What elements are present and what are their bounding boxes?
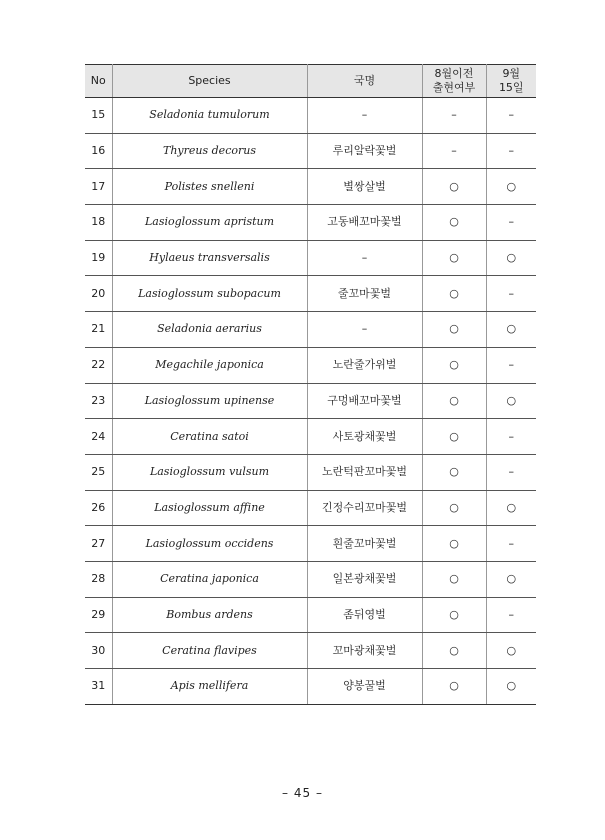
cell-species: Ceratina flavipes <box>112 633 307 669</box>
cell-korean-name: 꼬마광채꽃벌 <box>307 633 422 669</box>
cell-korean-name: – <box>307 312 422 348</box>
cell-september-15: ○ <box>486 169 536 205</box>
table-row <box>85 169 536 205</box>
cell-september-15: ○ <box>486 240 536 276</box>
cell-no: 24 <box>85 419 112 455</box>
cell-korean-name: 줄꼬마꽃벌 <box>307 276 422 312</box>
table-row <box>85 347 536 383</box>
cell-korean-name: 양봉꿀벌 <box>307 669 422 705</box>
cell-species: Lasioglossum upinense <box>112 383 307 419</box>
cell-before-august: ○ <box>422 561 486 597</box>
header-before-august-line1: 8월이전 <box>434 67 474 80</box>
cell-no: 19 <box>85 240 112 276</box>
cell-before-august: ○ <box>422 276 486 312</box>
cell-korean-name: 일본광채꽃벌 <box>307 561 422 597</box>
table-body <box>85 98 536 705</box>
cell-before-august: – <box>422 133 486 169</box>
header-row <box>85 65 536 98</box>
table-row <box>85 419 536 455</box>
cell-before-august: ○ <box>422 526 486 562</box>
cell-species: Apis mellifera <box>112 669 307 705</box>
cell-no: 18 <box>85 205 112 241</box>
header-september-15 <box>486 65 536 98</box>
cell-before-august: ○ <box>422 633 486 669</box>
cell-no: 28 <box>85 561 112 597</box>
cell-before-august: ○ <box>422 169 486 205</box>
table-row <box>85 490 536 526</box>
cell-september-15: – <box>486 347 536 383</box>
cell-korean-name: 좀뒤영벌 <box>307 597 422 633</box>
page-number: – 45 – <box>282 786 323 800</box>
table-row <box>85 133 536 169</box>
table-row <box>85 561 536 597</box>
cell-species: Seladonia aerarius <box>112 312 307 348</box>
cell-no: 27 <box>85 526 112 562</box>
table-row <box>85 597 536 633</box>
cell-species: Ceratina japonica <box>112 561 307 597</box>
cell-no: 22 <box>85 347 112 383</box>
cell-september-15: ○ <box>486 383 536 419</box>
cell-no: 29 <box>85 597 112 633</box>
table-row <box>85 669 536 705</box>
cell-korean-name: 루리알락꽃벌 <box>307 133 422 169</box>
cell-before-august: ○ <box>422 312 486 348</box>
cell-before-august: ○ <box>422 205 486 241</box>
table-row <box>85 383 536 419</box>
cell-no: 25 <box>85 454 112 490</box>
cell-korean-name: 긴정수리꼬마꽃벌 <box>307 490 422 526</box>
header-no: No <box>85 65 112 98</box>
cell-korean-name: 사토광채꽃벌 <box>307 419 422 455</box>
cell-species: Lasioglossum affine <box>112 490 307 526</box>
cell-september-15: – <box>486 276 536 312</box>
cell-no: 26 <box>85 490 112 526</box>
cell-species: Lasioglossum vulsum <box>112 454 307 490</box>
table-row <box>85 312 536 348</box>
cell-september-15: – <box>486 205 536 241</box>
cell-species: Bombus ardens <box>112 597 307 633</box>
cell-korean-name: – <box>307 98 422 134</box>
cell-before-august: ○ <box>422 490 486 526</box>
cell-before-august: ○ <box>422 597 486 633</box>
cell-september-15: ○ <box>486 669 536 705</box>
table-row <box>85 526 536 562</box>
cell-september-15: ○ <box>486 633 536 669</box>
header-species: Species <box>112 65 307 98</box>
cell-before-august: ○ <box>422 419 486 455</box>
cell-september-15: – <box>486 454 536 490</box>
cell-species: Hylaeus transversalis <box>112 240 307 276</box>
table-header <box>85 65 536 98</box>
table-row <box>85 454 536 490</box>
cell-no: 21 <box>85 312 112 348</box>
cell-september-15: – <box>486 597 536 633</box>
table-row <box>85 98 536 134</box>
cell-before-august: – <box>422 98 486 134</box>
cell-before-august: ○ <box>422 383 486 419</box>
header-september-15-line2: 15일 <box>498 81 524 94</box>
cell-september-15: ○ <box>486 312 536 348</box>
cell-september-15: – <box>486 98 536 134</box>
cell-species: Seladonia tumulorum <box>112 98 307 134</box>
cell-species: Lasioglossum apristum <box>112 205 307 241</box>
cell-september-15: ○ <box>486 490 536 526</box>
header-before-august-line2: 출현여부 <box>432 81 476 94</box>
header-korean-name: 국명 <box>307 65 422 98</box>
header-before-august <box>422 65 486 98</box>
cell-korean-name: 구멍배꼬마꽃벌 <box>307 383 422 419</box>
species-table <box>85 64 536 705</box>
cell-before-august: ○ <box>422 347 486 383</box>
cell-species: Lasioglossum subopacum <box>112 276 307 312</box>
cell-september-15: – <box>486 526 536 562</box>
cell-species: Thyreus decorus <box>112 133 307 169</box>
cell-september-15: – <box>486 419 536 455</box>
cell-korean-name: 별쌍살벌 <box>307 169 422 205</box>
cell-before-august: ○ <box>422 240 486 276</box>
cell-species: Lasioglossum occidens <box>112 526 307 562</box>
cell-before-august: ○ <box>422 669 486 705</box>
table-row <box>85 240 536 276</box>
cell-no: 31 <box>85 669 112 705</box>
cell-korean-name: – <box>307 240 422 276</box>
table-row <box>85 205 536 241</box>
cell-korean-name: 고동배꼬마꽃벌 <box>307 205 422 241</box>
cell-no: 23 <box>85 383 112 419</box>
cell-no: 15 <box>85 98 112 134</box>
cell-september-15: ○ <box>486 561 536 597</box>
cell-no: 17 <box>85 169 112 205</box>
table-row <box>85 633 536 669</box>
cell-september-15: – <box>486 133 536 169</box>
cell-korean-name: 노란줄가위벌 <box>307 347 422 383</box>
cell-species: Polistes snelleni <box>112 169 307 205</box>
cell-no: 30 <box>85 633 112 669</box>
cell-no: 16 <box>85 133 112 169</box>
header-september-15-line1: 9월 <box>502 67 521 80</box>
cell-korean-name: 흰줄꼬마꽃벌 <box>307 526 422 562</box>
cell-species: Megachile japonica <box>112 347 307 383</box>
cell-before-august: ○ <box>422 454 486 490</box>
table-row <box>85 276 536 312</box>
cell-no: 20 <box>85 276 112 312</box>
cell-korean-name: 노란턱판꼬마꽃벌 <box>307 454 422 490</box>
cell-species: Ceratina satoi <box>112 419 307 455</box>
